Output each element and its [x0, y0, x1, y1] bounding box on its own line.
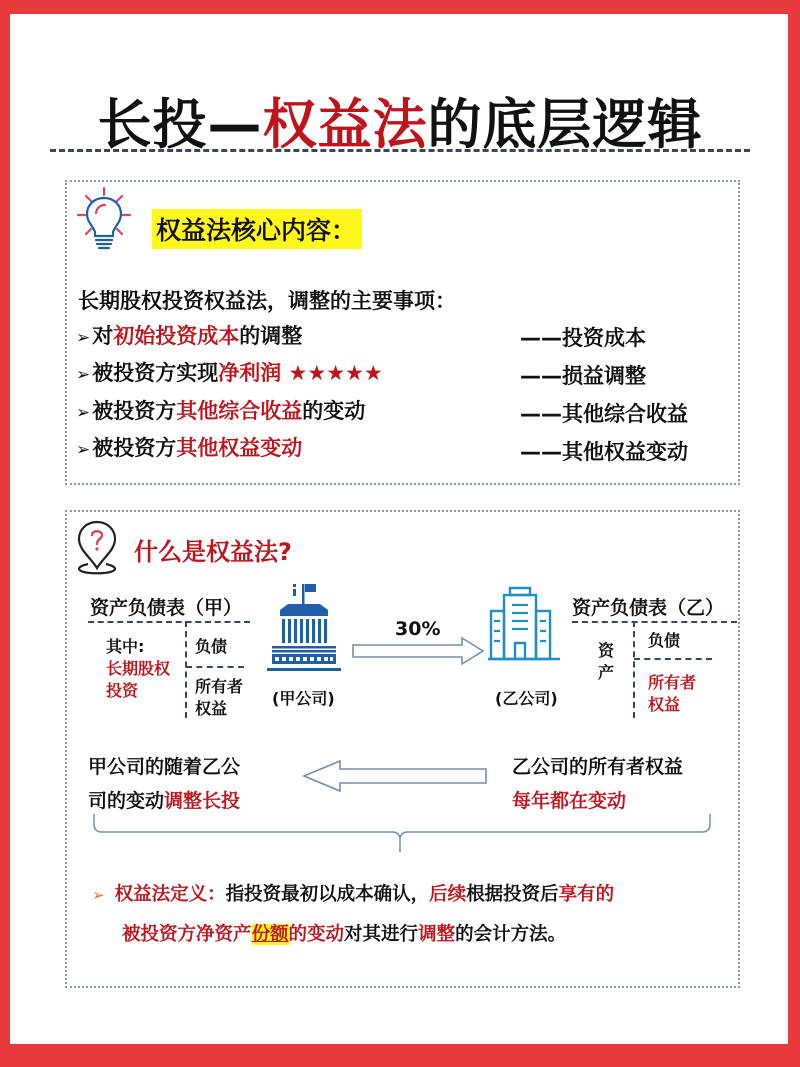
definition-line-2: 被投资方净资产份额的变动对其进行调整的会计方法。 — [122, 924, 567, 945]
what-is-heading: 什么是权益法? — [134, 538, 292, 566]
balance-sheet-b-equity: 所有者 权益 — [648, 673, 697, 714]
balance-sheet-b-liability: 负债 — [648, 631, 681, 650]
balance-sheet-a-title: 资产负债表（甲） — [90, 597, 243, 619]
definition-line-1: ➢ 权益法定义：指投资最初以成本确认，后续根据投资后享有的 — [92, 884, 615, 905]
lightbulb-icon — [76, 186, 132, 254]
core-intro-text: 长期股权投资权益法，调整的主要事项： — [78, 289, 456, 313]
balance-sheet-b-title: 资产负债表（乙） — [572, 597, 725, 619]
adjustment-tag-1: ——投资成本 — [520, 326, 646, 350]
adjustment-tag-3: ——其他综合收益 — [520, 402, 688, 426]
balance-sheet-a-top-rule — [88, 621, 250, 623]
balance-sheet-b-asset: 资 产 — [598, 641, 615, 682]
core-content-heading: 权益法核心内容： — [152, 209, 362, 249]
adjustment-tag-2: ——损益调整 — [520, 364, 646, 388]
adjustment-item-2: ➢被投资方实现净利润 ★★★★★ — [76, 361, 383, 385]
flow-right-text: 乙公司的所有者权益 每年都在变动 — [512, 756, 684, 812]
page-title — [0, 82, 800, 159]
balance-sheet-b-mid-rule — [634, 658, 712, 660]
company-b-caption: (乙公司) — [495, 689, 558, 708]
balance-sheet-a-equity: 所有者 权益 — [195, 677, 244, 718]
company-a-caption: (甲公司) — [272, 689, 335, 708]
bullet-arrow-icon: ➢ — [76, 328, 91, 348]
adjustment-tag-4: ——其他权益变动 — [520, 440, 688, 464]
adjustment-item-3: ➢被投资方其他综合收益的变动 — [76, 399, 366, 423]
bullet-arrow-icon: ➢ — [76, 365, 91, 385]
bullet-arrow-icon: ➢ — [76, 403, 91, 423]
left-arrow-icon — [300, 758, 490, 794]
highlighted-term: 份额 — [251, 924, 289, 945]
government-building-icon — [264, 580, 344, 680]
title-part-3: 的底层逻辑 — [427, 93, 703, 156]
title-divider — [50, 149, 750, 152]
balance-sheet-a-liability: 负债 — [195, 637, 228, 656]
ownership-percentage: 30% — [395, 618, 441, 640]
office-building-icon — [488, 585, 560, 663]
question-pin-icon — [72, 518, 122, 576]
right-arrow-icon — [350, 636, 486, 666]
bullet-arrow-icon: ➢ — [92, 886, 105, 904]
balance-sheet-b-top-rule — [572, 621, 737, 623]
title-part-2-highlight: 权益法 — [262, 93, 428, 156]
balance-sheet-a-asset-label: 其中: 长期股权 投资 — [106, 637, 171, 700]
balance-sheet-b-divider — [633, 621, 635, 718]
balance-sheet-a-mid-rule — [186, 666, 244, 668]
title-part-1: 长投— — [97, 93, 263, 156]
adjustment-item-1: ➢对初始投资成本的调整 — [76, 324, 303, 348]
flow-left-text: 甲公司的随着乙公 司的变动调整长投 — [88, 756, 241, 812]
curly-brace — [88, 810, 718, 854]
balance-sheet-a-divider — [185, 621, 187, 718]
adjustment-item-4: ➢被投资方其他权益变动 — [76, 436, 303, 460]
bullet-arrow-icon: ➢ — [76, 440, 91, 460]
what-is-panel — [65, 510, 740, 988]
